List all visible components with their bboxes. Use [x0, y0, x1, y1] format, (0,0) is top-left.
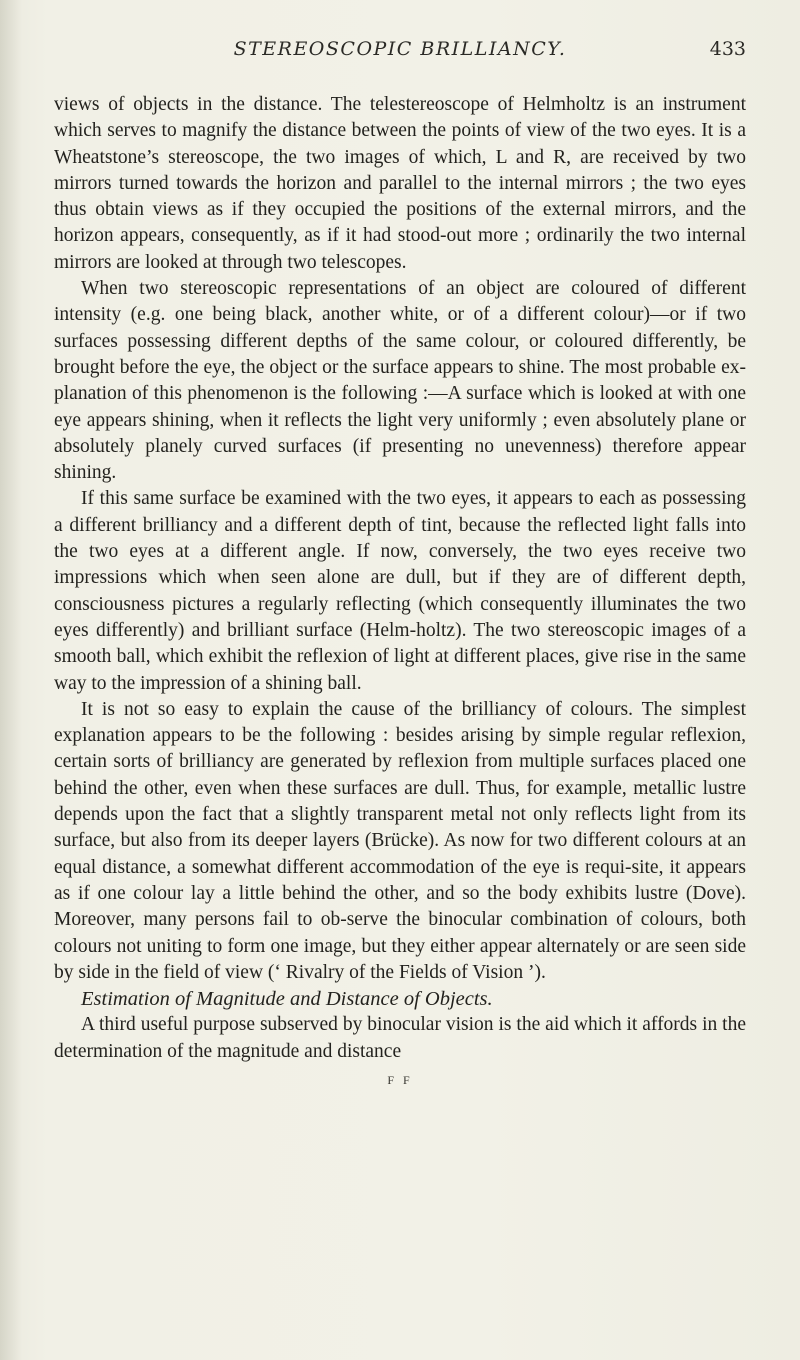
page-number: 433: [709, 38, 746, 60]
signature-mark: F F: [387, 1072, 413, 1087]
running-title: STEREOSCOPIC BRILLIANCY.: [233, 38, 567, 60]
body-text: [54, 92, 746, 1093]
paragraph-1: views of objects in the distance. The telestereoscope of Helmholtz is an instrument which serves to magnify the distance between the points of view of the two eyes. It is a Wheatstone’s stereoscope, the two images of which, L and R, are received by two mirrors turned towards the horizon and parallel to the internal mirrors ; the two eyes thus obtain views as if they occupied the positions of the external mirrors, and the horizon appears, consequently, as if it had stood-out more ; ordinarily the two internal mirrors are looked at through two telescopes.: [54, 94, 746, 273]
paragraph-4: It is not so easy to explain the cause of the brilliancy of colours. The simplest explanation appears to be the following : besides arising by simple regular reflexion, certain sorts of brilliancy are generated by reflexion from multiple surfaces placed one behind the other, even when these surfaces are dull. Thus, for example, metallic lustre depends upon the fact that a slightly transparent metal not only reflects light from its surface, but also from its deeper layers (Brücke). As now for two different colours at an equal distance, a somewhat different accommodation of the eye is requi-site, it appears as if one colour lay a little behind the other, and so the body exhibits lustre (Dove). Moreover, many persons fail to ob-serve the binocular combination of colours, both colours not uniting to form one image, but they either appear alternately or are seen side by side in the field of view (‘ Rivalry of the Fields of Vision ’).: [54, 698, 746, 983]
paragraph-2: When two stereoscopic representations of an object are coloured of different intensity (e.g. one being black, another white, or of a different colour)—or if two surfaces possessing different depths of the same colour, or coloured differently, be brought before the eye, the object or the surface appears to shine. The most probable ex-planation of this phenomenon is the following :—A surface which is looked at with one eye appears shining, when it reflects the light very uniformly ; even absolutely plane or absolutely planely curved surfaces (if presenting no unevenness) therefore appear shining.: [54, 278, 746, 484]
page-header: [54, 38, 746, 72]
paragraph-3: If this same surface be examined with the two eyes, it appears to each as possessing a different brilliancy and a different depth of tint, because the reflected light falls into the two eyes at a different angle. If now, conversely, the two eyes receive two impressions which when seen alone are dull, but if they are of different depth, consciousness pictures a regularly reflecting (which consequently illuminates the two eyes differently) and brilliant surface (Helm-holtz). The two stereoscopic images of a smooth ball, which exhibit the reflexion of light at different places, give rise in the same way to the impression of a shining ball.: [54, 488, 746, 694]
paragraph-5: A third useful purpose subserved by binocular vision is the aid which it affords in the determination of the magnitude and distance: [54, 1014, 746, 1062]
spine-shadow: [0, 0, 22, 1360]
section-heading: Estimation of Magnitude and Distance of Objects.: [81, 988, 493, 1011]
